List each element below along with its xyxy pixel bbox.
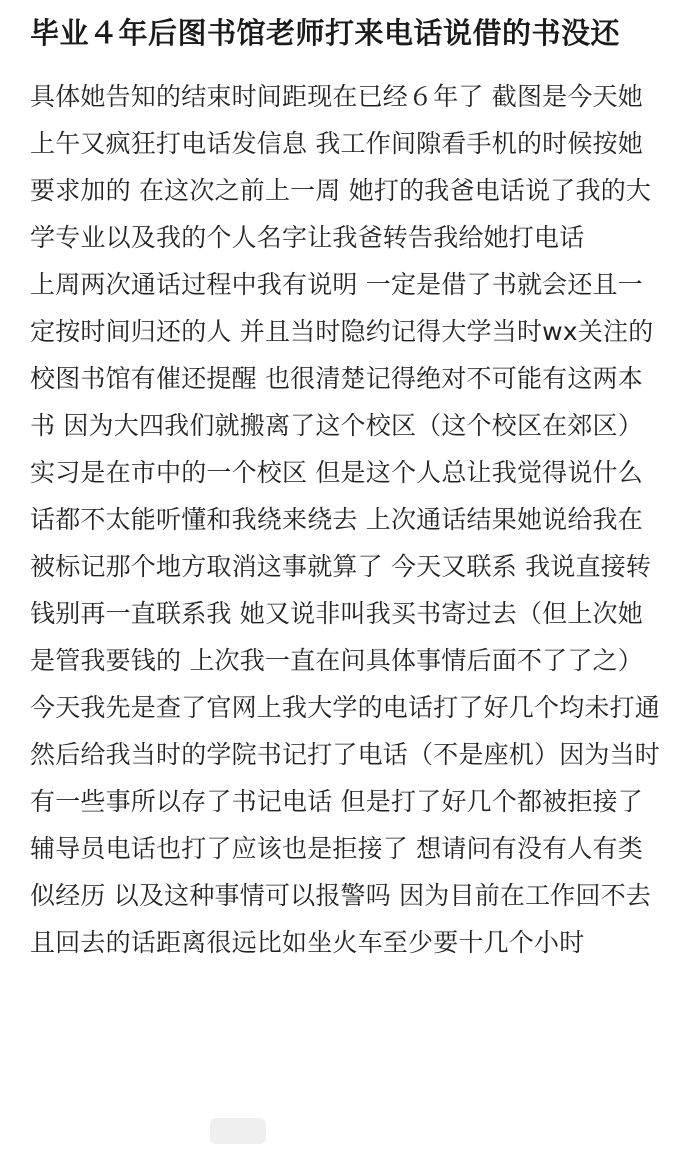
watermark-overlay [210, 1118, 266, 1144]
post-body [30, 73, 660, 966]
post-paragraph-3: 今天我先是查了官网上我大学的电话打了好几个均未打通 然后给我当时的学院书记打了电话（不是座机）因为当时有一些事所以存了书记电话 但是打了好几个都被拒接了 辅导员电话也打了应该也是拒接了 想请问有没有人有类似经历 以及这种事情可以报警吗 因为目前在工作回不去 且回去的话距离很远比如坐火车至少要十几个小时 [30, 693, 661, 957]
post-paragraph-2: 上周两次通话过程中我有说明 一定是借了书就会还且一定按时间归还的人 并且当时隐约记得大学当时wx关注的校图书馆有催还提醒 也很清楚记得绝对不可能有这两本书 因为大四我们就搬离了这个校区（这个校区在郊区）实习是在市中的一个校区 但是这个人总让我觉得说什么话都不太能听懂和我绕来绕去 上次通话结果她说给我在被标记那个地方取消这事就算了 今天又联系 我说直接转钱别再一直联系我 她又说非叫我买书寄过去（但上次她是管我要钱的 上次我一直在问具体事情后面不了了之） [30, 270, 654, 675]
post-paragraph-1: 具体她告知的结束时间距现在已经６年了 截图是今天她上午又疯狂打电话发信息 我工作间隙看手机的时候按她要求加的 在这次之前上一周 她打的我爸电话说了我的大学专业以及我的个人名字让我爸转告我给她打电话 [30, 82, 652, 252]
post-title: 毕业４年后图书馆老师打来电话说借的书没还 [30, 16, 621, 50]
